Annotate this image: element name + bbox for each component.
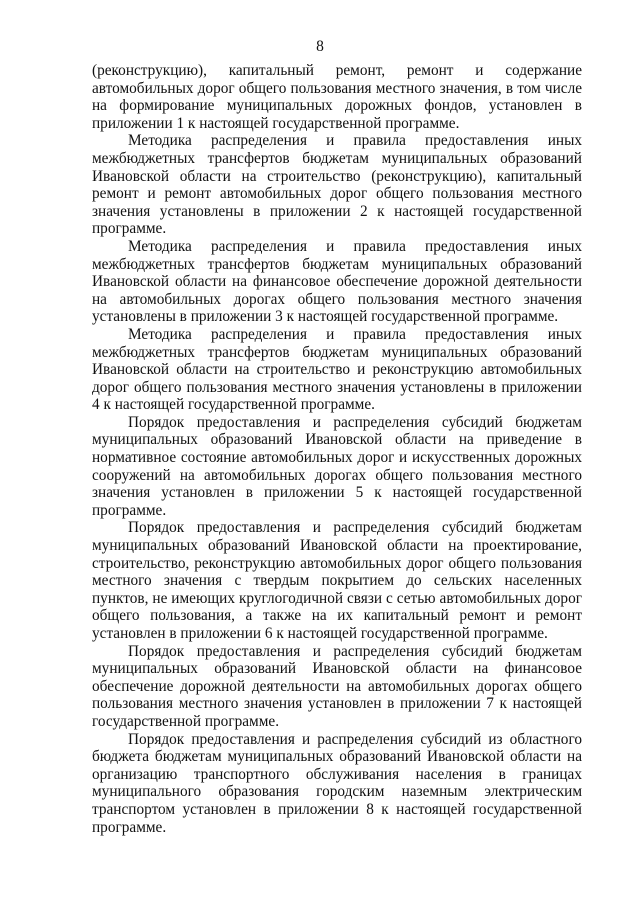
paragraph-appendix-5: Порядок предоставления и распределения субсидий бюджетам муниципальных образований Ивановской области на приведение в нормативное состояние автомобильных дорог и искусственных дорожных сооружений на автомобильных дорогах общего пользования местного значения установлен в приложении 5 к настоящей государственной программе. — [92, 413, 582, 519]
paragraph-appendix-2: Методика распределения и правила предоставления иных межбюджетных трансфертов бюджетам муниципальных образований Ивановской области на строительство (реконструкцию), капитальный ремонт и ремонт автомобильных дорог общего пользования местного значения установлены в приложении 2 к настоящей государственной программе. — [92, 132, 582, 238]
paragraph-appendix-6: Порядок предоставления и распределения субсидий бюджетам муниципальных образований Ивановской области на проектирование, строительство, реконструкцию автомобильных дорог общего пользования местного значения с твердым покрытием до сельских населенных пунктов, не имеющих круглогодичной связи с сетью автомобильных дорог общего пользования, а также на их капитальный ремонт и ремонт установлен в приложении 6 к настоящей государственной программе. — [92, 519, 582, 642]
paragraph-continuation: (реконструкцию), капитальный ремонт, ремонт и содержание автомобильных дорог общего пользования местного значения, в том числе на формирование муниципальных дорожных фондов, установлен в приложении 1 к настоящей государственной программе. — [92, 62, 582, 132]
paragraph-appendix-3: Методика распределения и правила предоставления иных межбюджетных трансфертов бюджетам муниципальных образований Ивановской области на финансовое обеспечение дорожной деятельности на автомобильных дорогах общего пользования местного значения установлены в приложении 3 к настоящей государственной программе. — [92, 237, 582, 326]
paragraph-appendix-4: Методика распределения и правила предоставления иных межбюджетных трансфертов бюджетам муниципальных образований Ивановской области на строительство и реконструкцию автомобильных дорог общего пользования местного значения установлены в приложении 4 к настоящей государственной программе. — [92, 325, 582, 414]
paragraph-appendix-8: Порядок предоставления и распределения субсидий из областного бюджета бюджетам муниципальных образований Ивановской области на организацию транспортного обслуживания населения в границах муниципального образования городским наземным электрическим транспортом установлен в приложении 8 к настоящей государственной программе. — [92, 730, 582, 836]
document-body — [92, 62, 582, 836]
page-number: 8 — [316, 38, 324, 55]
paragraph-appendix-7: Порядок предоставления и распределения субсидий бюджетам муниципальных образований Ивановской области на финансовое обеспечение дорожной деятельности на автомобильных дорогах общего пользования местного значения установлен в приложении 7 к настоящей государственной программе. — [92, 642, 582, 730]
